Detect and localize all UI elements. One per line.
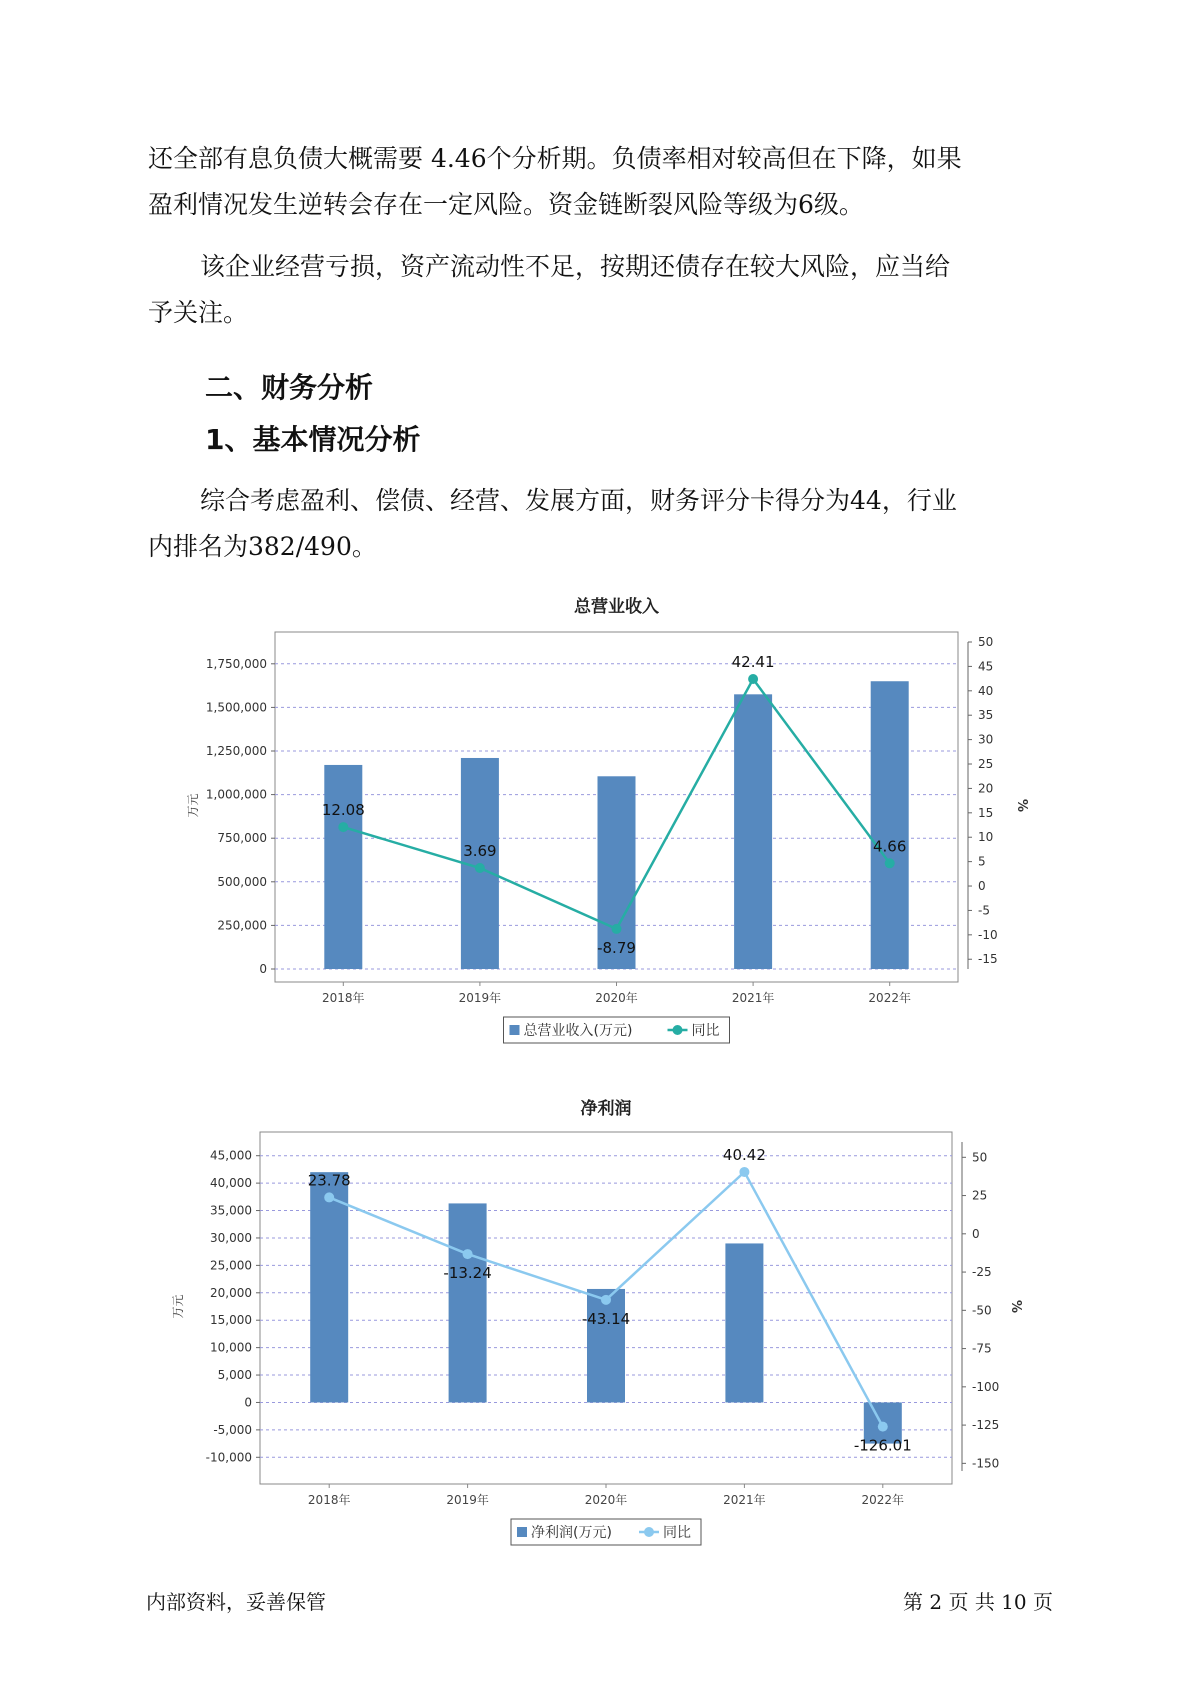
paragraph-summary-line-1: 该企业经营亏损，资产流动性不足，按期还债存在较大风险，应当给 <box>200 252 951 281</box>
y2-tick-label: -125 <box>972 1418 1000 1433</box>
y-tick-label: 45,000 <box>210 1148 252 1163</box>
paragraph-score-line-2: 内排名为382/490。 <box>148 532 377 561</box>
y2-axis-label: % <box>1014 798 1029 813</box>
y2-tick-label: 0 <box>972 1226 980 1241</box>
x-tick-label: 2019年 <box>446 1493 489 1507</box>
legend-bar-swatch <box>510 1025 520 1035</box>
growth-point <box>612 924 622 934</box>
y2-tick-label: 10 <box>978 830 994 845</box>
legend-bar-swatch <box>517 1527 527 1537</box>
data-label: -13.24 <box>443 1264 492 1283</box>
growth-point <box>885 858 895 868</box>
bar <box>449 1203 487 1402</box>
y-tick-label: 0 <box>259 962 267 976</box>
x-tick-label: 2022年 <box>861 1493 905 1507</box>
y2-tick-label: 50 <box>972 1150 988 1165</box>
paragraph-score-line-1: 综合考虑盈利、偿债、经营、发展方面，财务评分卡得分为44，行业 <box>200 486 957 515</box>
y-tick-label: 0 <box>244 1395 252 1410</box>
y-tick-label: -10,000 <box>205 1450 252 1465</box>
y2-tick-label: -15 <box>978 952 998 967</box>
bar <box>324 765 362 969</box>
legend-line-marker <box>673 1025 683 1035</box>
paragraph-debt-line-1: 还全部有息负债大概需要 4.46个分析期。负债率相对较高但在下降，如果 <box>148 144 962 173</box>
y2-axis-label: % <box>1008 1299 1023 1314</box>
y-axis-label: 万元 <box>186 793 200 818</box>
y2-tick-label: 20 <box>978 781 994 796</box>
y-tick-label: 500,000 <box>217 874 267 889</box>
y-tick-label: -5,000 <box>213 1422 252 1437</box>
growth-point <box>601 1295 611 1305</box>
footer-note: 内部资料，妥善保管 <box>146 1590 326 1614</box>
growth-point <box>324 1192 334 1202</box>
bar <box>587 1289 625 1403</box>
y-tick-label: 750,000 <box>217 831 267 846</box>
data-label: 3.69 <box>463 842 497 861</box>
x-tick-label: 2018年 <box>322 991 365 1005</box>
y-tick-label: 35,000 <box>210 1203 252 1218</box>
net-profit-chart-svg <box>0 1092 1191 1562</box>
y2-tick-label: 15 <box>978 805 994 820</box>
y-tick-label: 5,000 <box>217 1368 252 1383</box>
revenue-chart <box>0 590 1191 1060</box>
data-label: 23.78 <box>307 1171 351 1190</box>
y-tick-label: 30,000 <box>210 1230 252 1245</box>
growth-point <box>475 863 485 873</box>
y2-tick-label: -50 <box>972 1303 992 1318</box>
y-tick-label: 20,000 <box>210 1285 252 1300</box>
data-label: 12.08 <box>321 801 365 820</box>
paragraph-score <box>148 478 1060 570</box>
paragraph-summary-line-2: 予关注。 <box>148 298 249 327</box>
growth-point <box>878 1422 888 1432</box>
y-tick-label: 25,000 <box>210 1258 252 1273</box>
bar <box>734 694 772 969</box>
chart-title: 净利润 <box>580 1099 632 1119</box>
y2-tick-label: 50 <box>978 635 994 649</box>
y2-tick-label: 0 <box>978 879 986 894</box>
y-tick-label: 250,000 <box>217 918 267 933</box>
revenue-chart-svg <box>0 590 1191 1060</box>
data-label: 40.42 <box>722 1145 766 1164</box>
page-number: 第 2 页 共 10 页 <box>903 1590 1053 1614</box>
paragraph-debt-line-2: 盈利情况发生逆转会存在一定风险。资金链断裂风险等级为6级。 <box>148 190 864 219</box>
y2-tick-label: -10 <box>978 927 998 942</box>
legend-line-label: 同比 <box>691 1023 720 1039</box>
x-tick-label: 2019年 <box>458 991 502 1005</box>
y2-tick-label: 45 <box>978 659 994 674</box>
data-label: 4.66 <box>872 837 907 856</box>
legend-line-marker <box>644 1527 654 1537</box>
y2-tick-label: 25 <box>972 1188 988 1203</box>
growth-point <box>739 1167 749 1177</box>
y-tick-label: 15,000 <box>210 1313 252 1328</box>
y-tick-label: 10,000 <box>210 1340 252 1355</box>
bar <box>725 1243 763 1402</box>
y2-tick-label: -25 <box>972 1265 992 1280</box>
y-tick-label: 1,000,000 <box>205 787 267 802</box>
y2-tick-label: -100 <box>972 1379 1000 1394</box>
x-tick-label: 2021年 <box>731 991 775 1005</box>
legend-line-label: 同比 <box>663 1525 691 1541</box>
legend-bar-label: 净利润(万元) <box>531 1525 612 1541</box>
x-tick-label: 2018年 <box>307 1493 351 1507</box>
x-tick-label: 2020年 <box>584 1493 628 1507</box>
y2-tick-label: 30 <box>978 732 994 747</box>
x-tick-label: 2022年 <box>868 991 911 1005</box>
y2-tick-label: -5 <box>978 903 990 918</box>
data-label: 42.41 <box>731 653 775 672</box>
growth-point <box>463 1249 473 1259</box>
growth-point <box>338 822 348 832</box>
data-label: -8.79 <box>597 938 636 957</box>
y2-tick-label: 25 <box>978 757 994 772</box>
y-tick-label: 1,500,000 <box>205 700 267 715</box>
y-axis-label: 万元 <box>171 1294 185 1319</box>
y2-tick-label: 40 <box>978 683 994 698</box>
legend-bar-label: 总营业收入(万元) <box>523 1023 633 1039</box>
y-tick-label: 1,750,000 <box>205 656 267 671</box>
y-tick-label: 1,250,000 <box>205 744 267 758</box>
data-label: -43.14 <box>581 1309 631 1328</box>
x-tick-label: 2020年 <box>595 991 638 1005</box>
growth-point <box>748 674 758 684</box>
y2-tick-label: -75 <box>972 1341 992 1356</box>
y2-tick-label: -150 <box>972 1456 1000 1471</box>
x-tick-label: 2021年 <box>723 1493 766 1507</box>
y2-tick-label: 35 <box>978 708 994 723</box>
paragraph-summary <box>148 244 1060 336</box>
bar <box>310 1172 348 1402</box>
bar <box>871 681 909 969</box>
section-heading: 二、财务分析 <box>205 371 374 404</box>
y2-tick-label: 5 <box>978 854 986 869</box>
data-label: -126.01 <box>853 1436 912 1455</box>
chart-title: 总营业收入 <box>574 597 659 617</box>
subsection-heading: 1、基本情况分析 <box>205 423 421 456</box>
net-profit-chart <box>0 1092 1191 1562</box>
y-tick-label: 40,000 <box>210 1176 252 1191</box>
paragraph-debt <box>148 136 1060 228</box>
